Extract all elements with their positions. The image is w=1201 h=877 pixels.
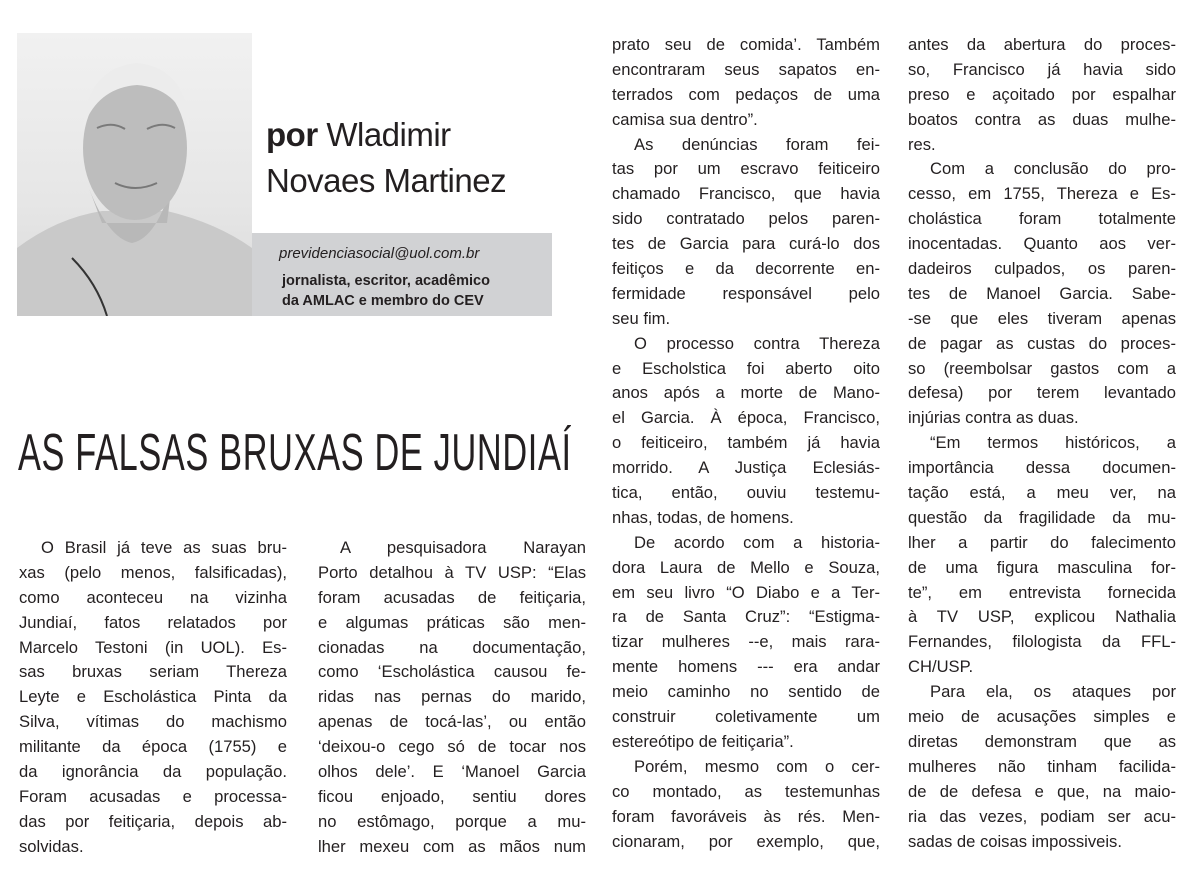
text-line: da ignorância da população. xyxy=(19,762,287,782)
text-line: à TV USP, explicou Nathalia xyxy=(908,607,1176,627)
article-paragraph xyxy=(612,531,880,755)
text-line: e Escholstica foi aberto oito xyxy=(612,358,880,378)
text-line: ‘deixou-o cego só de tocar nos xyxy=(318,737,586,757)
author-byline xyxy=(266,112,506,204)
text-line: diretas demonstram que as xyxy=(908,731,1176,751)
text-line: sadas de coisas impossiveis. xyxy=(908,831,1122,851)
text-line: te”, em entrevista fornecida xyxy=(908,582,1176,602)
text-line: el Garcia. À época, Francisco, xyxy=(612,408,880,428)
text-line: boatos contra as duas mulhe- xyxy=(908,109,1176,129)
text-line: so (reembolsar gastos com a xyxy=(908,358,1176,378)
text-line: A pesquisadora Narayan xyxy=(340,538,586,557)
text-line: Jundiaí, fatos relatados por xyxy=(19,612,287,632)
text-line: antes da abertura do proces- xyxy=(908,35,1176,54)
text-line: feitiços e da decorrente en- xyxy=(612,259,880,279)
article-column-4 xyxy=(908,33,1176,854)
article-column-2 xyxy=(318,536,586,860)
text-line: inocentadas. Quanto aos ver- xyxy=(908,234,1176,254)
text-line: cesso, em 1755, Thereza e Es- xyxy=(908,184,1176,204)
text-line: o feiticeiro, também já havia xyxy=(612,433,880,453)
text-line: de pagar as custas do proces- xyxy=(908,333,1176,353)
text-line: injúrias contra as duas. xyxy=(908,408,1079,428)
author-role-line2: da AMLAC e membro do CEV xyxy=(282,293,484,309)
text-line: preso e açoitado por espalhar xyxy=(908,84,1176,104)
text-line: foram favoráveis às rés. Men- xyxy=(612,806,880,826)
text-line: cholástica foram totalmente xyxy=(908,209,1176,229)
text-line: De acordo com a historia- xyxy=(634,532,880,552)
text-line: tica, então, ouviu testemu- xyxy=(612,483,880,503)
article-column-3 xyxy=(612,33,880,854)
text-line: dadeiros culpados, os paren- xyxy=(908,259,1176,279)
text-line: -se que eles tiveram apenas xyxy=(908,308,1176,328)
text-line: das por feitiçaria, depois ab- xyxy=(19,811,287,831)
text-line: Leyte e Escholástica Pinta da xyxy=(19,687,287,707)
text-line: solvidas. xyxy=(19,836,84,856)
text-line: sas bruxas seriam Thereza xyxy=(19,662,287,682)
article-paragraph xyxy=(908,33,1176,157)
text-line: Porto detalhou à TV USP: “Elas xyxy=(318,562,586,582)
text-line: nhas, todas, de homens. xyxy=(612,507,794,527)
text-line: sido contratado pelos paren- xyxy=(612,209,880,229)
text-line: de de defesa e que, na maio- xyxy=(908,781,1176,801)
byline-prefix: por xyxy=(266,116,318,153)
text-line: lher a partir do falecimento xyxy=(908,532,1176,552)
author-info-box xyxy=(252,233,552,316)
text-line: militante da época (1755) e xyxy=(19,737,287,757)
article-paragraph xyxy=(612,755,880,855)
text-line: xas (pelo menos, falsificadas), xyxy=(19,562,287,582)
text-line: res. xyxy=(908,134,936,154)
text-line: “Em termos históricos, a xyxy=(930,433,1176,453)
text-line: tas por um escravo feiticeiro xyxy=(612,159,880,179)
text-line: anos após a morte de Mano- xyxy=(612,383,880,403)
text-line: meio caminho no sentido de xyxy=(612,682,880,702)
text-line: apenas de tocá-las’, ou então xyxy=(318,712,586,732)
article-column-1 xyxy=(19,536,287,860)
author-name-line2: Novaes Martinez xyxy=(266,162,507,199)
text-line: ficou enjoado, sentiu dores xyxy=(318,786,586,806)
text-line: e algumas práticas são men- xyxy=(318,612,586,632)
text-line: construir coletivamente um xyxy=(612,707,880,727)
text-line: tes de Garcia para curá-lo dos xyxy=(612,234,880,254)
text-line: como aconteceu na vizinha xyxy=(19,587,287,607)
text-line: tizar mulheres --e, mais rara- xyxy=(612,632,880,652)
text-line: tes de Manoel Garcia. Sabe- xyxy=(908,283,1176,303)
text-line: mente homens --- era andar xyxy=(612,657,880,677)
article-paragraph xyxy=(612,33,880,133)
text-line: no estômago, porque a mu- xyxy=(318,811,586,831)
article-paragraph xyxy=(19,536,287,860)
text-line: morrido. A Justiça Eclesiás- xyxy=(612,458,880,478)
text-line: foram acusadas de feitiçaria, xyxy=(318,587,586,607)
text-line: chamado Francisco, que havia xyxy=(612,184,880,204)
text-line: Para ela, os ataques por xyxy=(930,682,1176,702)
text-line: cionadas na documentação, xyxy=(318,637,586,657)
text-line: Fernandes, filologista da FFL- xyxy=(908,632,1176,652)
text-line: O processo contra Thereza xyxy=(634,333,880,353)
text-line: Com a conclusão do pro- xyxy=(930,159,1176,179)
text-line: cionaram, por exemplo, que, xyxy=(612,831,880,851)
text-line: Foram acusadas e processa- xyxy=(19,786,287,806)
text-line: As denúncias foram fei- xyxy=(634,134,880,154)
text-line: encontraram seus sapatos en- xyxy=(612,59,880,79)
text-line: mulheres não tinham facilida- xyxy=(908,756,1176,776)
text-line: ra de Santa Cruz”: “Estigma- xyxy=(612,607,880,627)
author-name-line1: Wladimir xyxy=(326,116,451,153)
text-line: como ‘Escholástica causou fe- xyxy=(318,662,586,682)
article-title: AS FALSAS BRUXAS DE JUNDIAÍ xyxy=(18,423,572,482)
text-line: camisa sua dentro”. xyxy=(612,109,758,129)
article-paragraph xyxy=(318,536,586,860)
text-line: defesa) por terem levantado xyxy=(908,383,1176,403)
text-line: lher mexeu com as mãos num xyxy=(318,836,586,856)
text-line: CH/USP. xyxy=(908,657,974,677)
article-paragraph xyxy=(612,332,880,531)
text-line: co montado, as testemunhas xyxy=(612,781,880,801)
author-photo xyxy=(17,33,252,316)
text-line: dora Laura de Mello e Souza, xyxy=(612,557,880,577)
author-role-line1: jornalista, escritor, acadêmico xyxy=(282,273,490,289)
text-line: fermidade responsável pelo xyxy=(612,283,880,303)
article-paragraph xyxy=(908,431,1176,680)
text-line: Porém, mesmo com o cer- xyxy=(634,756,880,776)
text-line: terrados com pedaços de uma xyxy=(612,84,880,104)
article-paragraph xyxy=(908,157,1176,431)
text-line: ridas nas pernas do marido, xyxy=(318,687,586,707)
text-line: em seu livro “O Diabo e a Ter- xyxy=(612,582,880,602)
article-paragraph xyxy=(908,680,1176,854)
text-line: tação está, a meu ver, na xyxy=(908,483,1176,503)
text-line: questão da fragilidade da mu- xyxy=(908,507,1176,527)
text-line: meio de acusações simples e xyxy=(908,707,1176,727)
text-line: estereótipo de feitiçaria”. xyxy=(612,731,794,751)
author-email[interactable]: previdenciasocial@uol.com.br xyxy=(279,245,480,262)
text-line: seu fim. xyxy=(612,308,671,328)
article-paragraph xyxy=(612,133,880,332)
author-portrait-icon xyxy=(17,33,252,316)
text-line: Marcelo Testoni (in UOL). Es- xyxy=(19,637,287,657)
text-line: ria das vezes, podiam ser acu- xyxy=(908,806,1176,826)
text-line: Silva, vítimas do machismo xyxy=(19,712,287,732)
text-line: prato seu de comida’. Também xyxy=(612,35,880,54)
text-line: olhos dele’. E ‘Manoel Garcia xyxy=(318,762,586,782)
text-line: de uma figura masculina for- xyxy=(908,557,1176,577)
text-line: so, Francisco já havia sido xyxy=(908,59,1176,79)
author-role xyxy=(282,271,490,311)
text-line: O Brasil já teve as suas bru- xyxy=(41,538,287,557)
text-line: importância dessa documen- xyxy=(908,458,1176,478)
